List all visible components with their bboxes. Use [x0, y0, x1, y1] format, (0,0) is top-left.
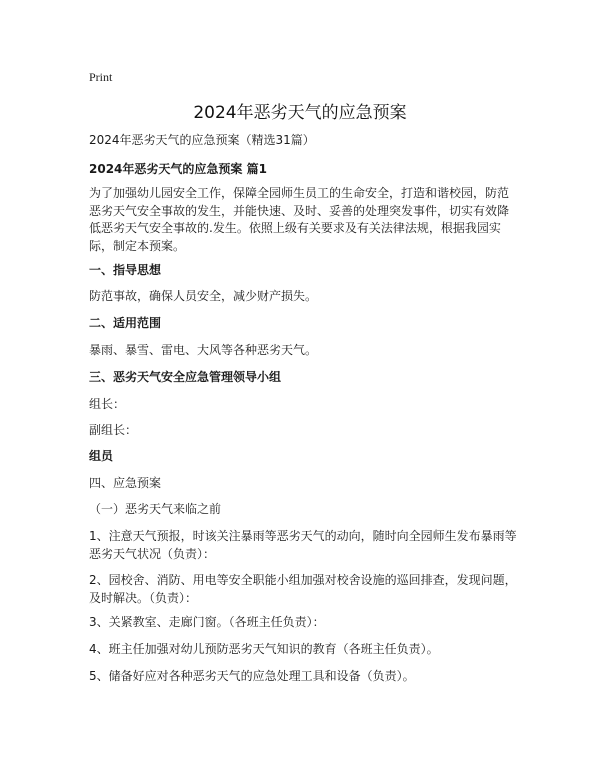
heading-guiding-principle: 一、指导思想 [89, 263, 162, 277]
print-link[interactable]: Print [89, 70, 113, 84]
intro-paragraph: 为了加强幼儿园安全工作，保障全园师生员工的生命安全，打造和谐校园，防范恶劣天气安全事故的发生，并能快速、及时、妥善的处理突发事件，切实有效降低恶劣天气安全事故的.发生。依照上级有关要求及有关法律法规，根据我园实际，制定本预案。 [89, 186, 510, 253]
heading-scope: 二、适用范围 [89, 316, 162, 330]
list-item: 2、园校舍、消防、用电等安全职能小组加强对校舍设施的巡回排查，发现问题，及时解决。（负责）： [89, 573, 517, 605]
page-title: 2024年恶劣天气的应急预案 [193, 103, 407, 123]
list-item: 1、注意天气预报，时该关注暴雨等恶劣天气的动向，随时向全园师生发布暴雨等恶劣天气状况（负责）： [89, 529, 517, 561]
list-item: 5、储备好应对各种恶劣天气的应急处理工具和设备（负责）。 [89, 669, 415, 683]
subheading-before-weather: （一）恶劣天气来临之前 [89, 502, 222, 516]
leader-line: 组长： [89, 397, 126, 411]
document-subtitle: 2024年恶劣天气的应急预案（精选31篇） [89, 133, 315, 147]
paragraph-scope: 暴雨、暴雪、雷电、大风等各种恶劣天气。 [89, 343, 318, 357]
paragraph-guiding-principle: 防范事故，确保人员安全，减少财产损失。 [89, 289, 318, 303]
members-heading: 组员 [89, 449, 114, 463]
list-item: 4、班主任加强对幼儿预防恶劣天气知识的教育（各班主任负责）。 [89, 642, 439, 656]
section-heading: 2024年恶劣天气的应急预案 篇1 [89, 162, 267, 176]
list-item: 3、关紧教室、走廊门窗。（各班主任负责）： [89, 615, 325, 629]
heading-emergency-plan: 四、应急预案 [89, 476, 162, 490]
deputy-leader-line: 副组长： [89, 423, 138, 437]
heading-leadership-group: 三、恶劣天气安全应急管理领导小组 [89, 370, 282, 384]
